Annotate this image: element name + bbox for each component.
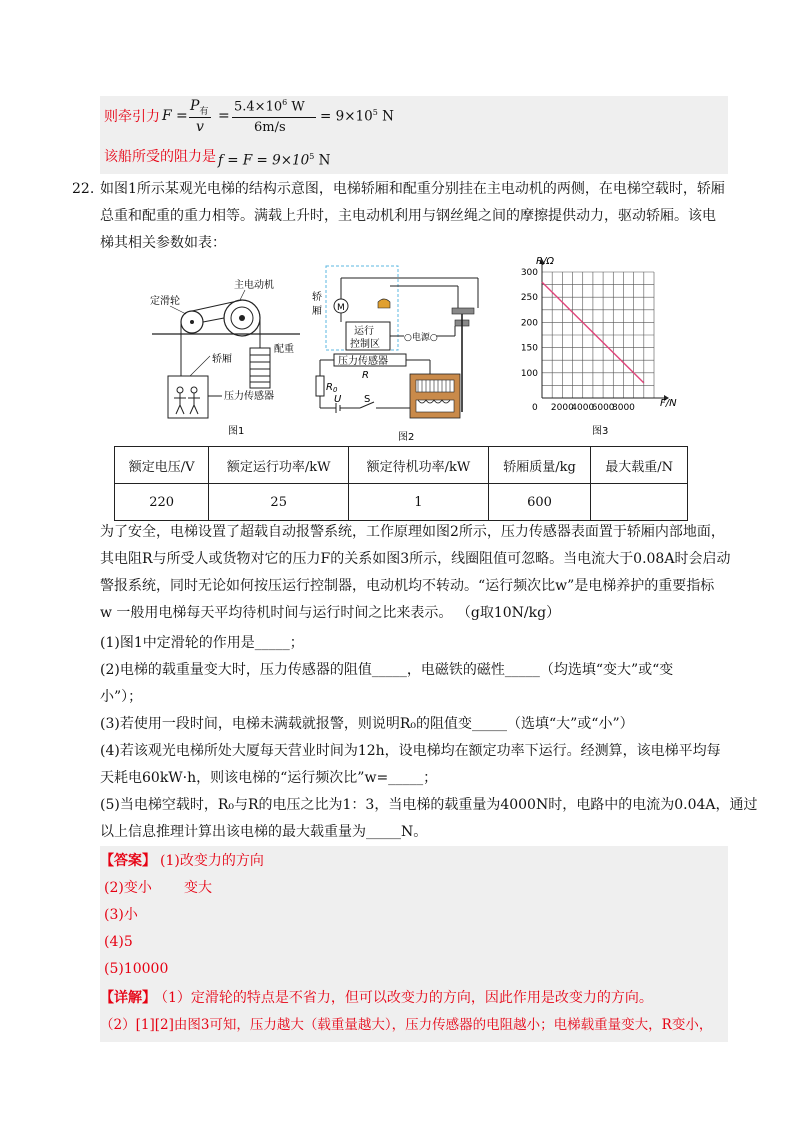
fig2-motor-symbol: M [337, 303, 345, 313]
resistance-math: f = F = 9×10 [218, 152, 310, 169]
chart-ylabel: R/Ω [536, 256, 554, 267]
answer-item-5: (5)10000 [104, 961, 169, 977]
fig2-R0-sub: 0 [332, 386, 338, 394]
sub-question-4: (4)若该观光电梯所处大厦每天营业时间为12h，设电梯均在额定功率下运行。经测算，该电梯平均每 [100, 743, 721, 759]
table-cell: 1 [349, 484, 489, 521]
fig2-label-R0 [326, 382, 338, 394]
result-sup: 5 [372, 108, 378, 117]
fig2-label-sensor: 压力传感器 [338, 356, 388, 367]
sub-question-1: (1)图1中定滑轮的作用是_____； [100, 635, 304, 651]
fig1-label-counterweight: 配重 [274, 344, 294, 355]
resistance-sup: 5 [309, 152, 315, 161]
resistance-unit: N [314, 152, 331, 169]
fig2-label-U: U [334, 394, 342, 405]
chart-grid [542, 272, 654, 398]
detail-label: 【详解】 [100, 990, 156, 1006]
chart-axes [539, 259, 669, 401]
chart-y-tick-label: 150 [520, 343, 538, 354]
answer-item-2b: 变大 [184, 880, 212, 896]
chart-y-tick-label: 200 [520, 318, 538, 329]
frac2-bar [232, 117, 316, 118]
question-body-line-2: 其电阻R与所受人或货物对它的压力F的关系如图3所示，线圈阻值可忽略。当电流大于0.08A时会启动 [100, 551, 731, 567]
answer-label: 【答案】 [100, 853, 156, 869]
fig2-label-car2: 厢 [312, 306, 322, 317]
chart-xlabel: F/N [660, 398, 677, 409]
figure-3-resistance-chart [510, 252, 680, 444]
traction-label: 则牵引力 [104, 109, 160, 125]
fig2-label-control2: 控制区 [350, 339, 380, 350]
result-text: = 9×10 [320, 108, 373, 125]
chart-x-tick-label: 4000 [571, 403, 595, 413]
question-intro-line-1: 如图1所示某观光电梯的结构示意图，电梯轿厢和配重分别挂在主电动机的两侧，在电梯空载时，轿厢 [100, 181, 725, 197]
elevator-parameter-table [114, 446, 688, 521]
table-header-cell: 额定运行功率/kW [209, 447, 349, 484]
figure-2-caption: 图2 [398, 432, 415, 443]
traction-formula [162, 98, 502, 140]
sub-question-2-cont: 小”）； [100, 689, 143, 705]
chart-ticks [521, 268, 635, 413]
frac2-num-sup: 6 [282, 98, 288, 107]
formula-F: F [162, 108, 172, 124]
chart-y-tick-label: 100 [520, 368, 538, 379]
chart-y-tick-label: 250 [520, 293, 538, 304]
question-intro-line-2: 总重和配重的重力相等。满载上升时，主电动机利用与钢丝绳之间的摩擦提供动力，驱动轿厢。该电 [100, 208, 716, 224]
frac1-num-text: P [190, 98, 200, 114]
table-cell: 220 [115, 484, 209, 521]
table-header-cell: 最大载重/N [591, 447, 688, 484]
resistance-formula [218, 148, 330, 170]
frac1-bar [189, 117, 211, 118]
detail-line-2: （2）[1][2]由图3可知，压力越大（载重量越大），压力传感器的电阻越小；电梯载重量变大，R变小， [100, 1017, 713, 1033]
formula-eq1: = [176, 108, 188, 124]
table-header-row [115, 447, 688, 484]
frac1-num-sub: 有 [199, 106, 209, 117]
frac2-num-text: 5.4×10 [234, 99, 283, 115]
answer-item-3: (3)小 [104, 907, 138, 923]
frac2-den: 6m/s [254, 120, 286, 135]
table-header-cell: 额定待机功率/kW [349, 447, 489, 484]
fig1-label-sensor: 压力传感器 [224, 391, 274, 402]
table-cell: 25 [209, 484, 349, 521]
sub-question-2: (2)电梯的载重量变大时，压力传感器的阻值_____，电磁铁的磁性_____（均选填“变大”或“变 [100, 662, 674, 678]
chart-x-tick-label: 0 [532, 403, 538, 413]
table-cell: 600 [488, 484, 591, 521]
chart-y-tick-label: 300 [520, 268, 538, 278]
fig2-label-R: R [362, 370, 369, 381]
answer-item-2: (2)变小 [104, 880, 152, 896]
frac1-num [190, 98, 208, 117]
table-header-cell: 额定电压/V [115, 447, 209, 484]
figure-3-caption: 图3 [592, 426, 609, 437]
sub-question-3: (3)若使用一段时间，电梯未满载就报警，则说明R₀的阻值变_____（选填“大”或“小”） [100, 716, 634, 732]
sub-question-5: (5)当电梯空载时，R₀与R的电压之比为1：3，当电梯的载重量为4000N时，电路中的电流为0.04A，通过 [100, 797, 758, 813]
formula-eq2: = [218, 108, 230, 124]
table-cell [591, 484, 688, 521]
chart-x-tick-label: 8000 [612, 403, 635, 413]
chart-x-tick-label: 6000 [591, 403, 615, 413]
fig2-R0-letter: R [326, 382, 333, 393]
figure-2-alarm-circuit [310, 262, 495, 443]
formula-result [320, 108, 394, 125]
table-header-cell: 轿厢质量/kg [488, 447, 591, 484]
detail-line-1: （1）定滑轮的特点是不省力，但可以改变力的方向，因此作用是改变力的方向。 [154, 990, 653, 1006]
result-unit: N [377, 108, 394, 125]
fig1-label-pulley: 定滑轮 [150, 296, 180, 307]
table-value-row [115, 484, 688, 521]
figure-1-caption: 图1 [228, 426, 245, 437]
chart-x-tick-label: 2000 [550, 403, 574, 413]
frac2-num [234, 98, 305, 114]
question-body-line-4: w 一般用电梯每天平均待机时间与运行时间之比来表示。 （g取10N/kg） [100, 605, 561, 621]
resistance-label: 该船所受的阻力是 [104, 149, 216, 165]
answer-item-1: (1)改变力的方向 [160, 853, 264, 869]
sub-question-4-cont: 天耗电60kW·h，则该电梯的“运行频次比”w=_____； [100, 770, 438, 786]
fig2-label-S: S [364, 394, 371, 405]
question-intro-line-3: 梯其相关参数如表： [100, 235, 226, 251]
figure-1-elevator-structure [150, 268, 310, 443]
answer-block [100, 846, 728, 1042]
question-body-line-3: 警报系统，同时无论如何按压运行控制器，电动机均不转动。“运行频次比w”是电梯养护的重要指标 [100, 578, 715, 594]
fig2-label-car: 轿 [312, 292, 322, 303]
fig1-label-motor: 主电动机 [234, 280, 274, 291]
fig1-label-car: 轿厢 [212, 354, 232, 365]
fig2-label-control: 运行 [354, 326, 374, 337]
answer-item-4: (4)5 [104, 934, 133, 950]
frac1-den: v [196, 119, 204, 135]
question-body-line-1: 为了安全，电梯设置了超载自动报警系统，工作原理如图2所示，压力传感器表面置于轿厢内部地面， [100, 524, 725, 540]
fig2-label-power: ○电源○ [404, 333, 438, 343]
question-number: 22. [72, 181, 95, 197]
sub-question-5-cont: 以上信息推理计算出该电梯的最大载重量为_____N。 [100, 824, 428, 840]
frac2-num-unit: W [287, 99, 305, 115]
